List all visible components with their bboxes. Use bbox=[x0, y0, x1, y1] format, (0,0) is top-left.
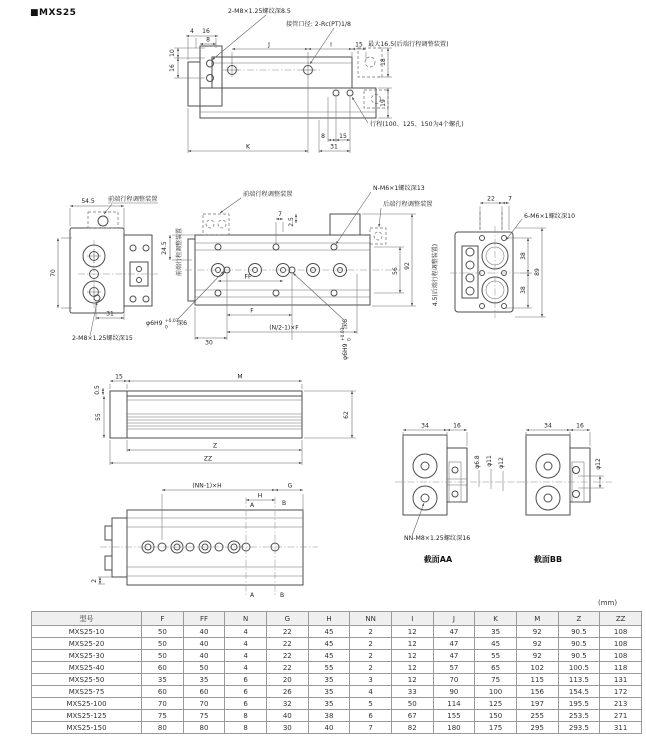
table-row bbox=[32, 698, 642, 710]
dim-cell: 40 bbox=[183, 626, 225, 638]
model-cell: MXS25-125 bbox=[32, 710, 142, 722]
dim-label: F bbox=[250, 307, 254, 315]
column-header: Z bbox=[558, 612, 600, 626]
dim-cell: 40 bbox=[266, 710, 308, 722]
dim-label: 70 bbox=[50, 269, 57, 277]
dim-cell: 75 bbox=[183, 710, 225, 722]
dim-cell: 45 bbox=[308, 638, 350, 650]
dim-cell: 70 bbox=[142, 698, 184, 710]
dim-cell: 4 bbox=[225, 638, 267, 650]
dim-cell: 175 bbox=[475, 722, 517, 734]
dim-cell: 7 bbox=[350, 722, 392, 734]
dim-cell: 2 bbox=[350, 662, 392, 674]
right-end-view-drawing bbox=[431, 196, 575, 319]
dim-cell: 213 bbox=[600, 698, 642, 710]
dim-label: 62 bbox=[343, 411, 350, 419]
dim-cell: 65 bbox=[475, 662, 517, 674]
dim-cell: 60 bbox=[142, 662, 184, 674]
table-row bbox=[32, 662, 642, 674]
dim-label: 19 bbox=[380, 99, 387, 107]
table-row bbox=[32, 722, 642, 734]
dim-label: 15 bbox=[115, 373, 123, 381]
hole-tol-lower: 0 bbox=[347, 338, 353, 341]
dim-label: FF bbox=[244, 273, 252, 281]
column-header: N bbox=[225, 612, 267, 626]
dim-cell: 108 bbox=[600, 638, 642, 650]
note-thread-top: 2-M8×1.25螺纹深8.5 bbox=[228, 8, 291, 15]
column-header: G bbox=[266, 612, 308, 626]
dim-cell: 22 bbox=[266, 650, 308, 662]
dim-cell: 12 bbox=[391, 662, 433, 674]
dim-cell: 102 bbox=[516, 662, 558, 674]
dim-label: 7 bbox=[278, 211, 282, 218]
dim-cell: 35 bbox=[308, 698, 350, 710]
bottom-view-drawing bbox=[91, 483, 318, 600]
model-cell: MXS25-40 bbox=[32, 662, 142, 674]
dim-cell: 92 bbox=[516, 626, 558, 638]
dim-cell: 271 bbox=[600, 710, 642, 722]
dim-label: 4 bbox=[190, 28, 194, 35]
dim-label: 0.5 bbox=[94, 385, 101, 395]
dim-cell: 67 bbox=[391, 710, 433, 722]
table-row bbox=[32, 650, 642, 662]
note-max-stroke-adjuster: 最大16.5(后端行程调整装置) bbox=[368, 41, 449, 48]
dim-cell: 180 bbox=[433, 722, 475, 734]
note-rear-adjuster-offset: 4.5(后端行程调整装置) bbox=[432, 243, 439, 307]
dim-label: K bbox=[246, 143, 250, 151]
dim-cell: 45 bbox=[308, 650, 350, 662]
dim-cell: 50 bbox=[142, 626, 184, 638]
dim-cell: 35 bbox=[183, 674, 225, 686]
section-label-a: A bbox=[249, 592, 255, 599]
dim-cell: 90 bbox=[433, 686, 475, 698]
dim-cell: 22 bbox=[266, 662, 308, 674]
dim-cell: 90.5 bbox=[558, 626, 600, 638]
dim-label: 15 bbox=[339, 133, 347, 140]
dim-cell: 35 bbox=[308, 674, 350, 686]
dim-cell: 100 bbox=[475, 686, 517, 698]
dim-label: H bbox=[257, 492, 263, 500]
dim-cell: 253.5 bbox=[558, 710, 600, 722]
hole-tol-upper: +0.03 bbox=[341, 327, 346, 341]
section-bb-drawing bbox=[518, 423, 612, 565]
dim-cell: 255 bbox=[516, 710, 558, 722]
dim-label: (N/2-1)×F bbox=[269, 324, 299, 332]
note-front-adjuster: 前端行程调整装置 bbox=[108, 196, 158, 203]
dim-cell: 75 bbox=[142, 710, 184, 722]
dim-cell: 40 bbox=[308, 722, 350, 734]
dim-cell: 22 bbox=[266, 638, 308, 650]
dim-cell: 4 bbox=[350, 686, 392, 698]
dim-label: 16 bbox=[453, 422, 461, 430]
dim-cell: 131 bbox=[600, 674, 642, 686]
dim-cell: 30 bbox=[266, 722, 308, 734]
dim-cell: 108 bbox=[600, 650, 642, 662]
plan-view-drawing bbox=[146, 184, 433, 360]
section-label-b: B bbox=[281, 500, 287, 507]
dim-cell: 75 bbox=[475, 674, 517, 686]
table-row bbox=[32, 638, 642, 650]
unit-note: (mm) bbox=[598, 599, 618, 607]
column-header: 型号 bbox=[32, 612, 142, 626]
dim-cell: 26 bbox=[266, 686, 308, 698]
note-thread-section-aa: NN-M8×1.25螺纹深16 bbox=[404, 535, 471, 542]
dim-cell: 33 bbox=[391, 686, 433, 698]
dim-cell: 8 bbox=[225, 710, 267, 722]
section-bb-title: 截面BB bbox=[533, 555, 563, 564]
dim-cell: 4 bbox=[225, 626, 267, 638]
model-cell: MXS25-10 bbox=[32, 626, 142, 638]
note-stroke-holes: 行程(100、125、150为4个螺孔) bbox=[370, 121, 464, 128]
hole-spec-base: φ6H9 bbox=[342, 343, 349, 360]
dim-cell: 6 bbox=[225, 686, 267, 698]
hole-spec-base: φ6H9 bbox=[146, 320, 163, 327]
hole-spec-depth: 深6 bbox=[177, 320, 188, 327]
dim-cell: 60 bbox=[142, 686, 184, 698]
dim-cell: 80 bbox=[142, 722, 184, 734]
dim-cell: 92 bbox=[516, 650, 558, 662]
dim-cell: 6 bbox=[350, 710, 392, 722]
model-cell: MXS25-150 bbox=[32, 722, 142, 734]
dim-cell: 155 bbox=[433, 710, 475, 722]
dim-label: 54.5 bbox=[81, 198, 95, 205]
front-view-drawing bbox=[169, 7, 464, 153]
dim-cell: 92 bbox=[516, 638, 558, 650]
note-port-size: 接管口径: 2-Rc(PT)1/8 bbox=[286, 21, 351, 28]
table-header-row bbox=[32, 612, 642, 626]
dim-cell: 45 bbox=[475, 638, 517, 650]
dim-cell: 197 bbox=[516, 698, 558, 710]
column-header: ZZ bbox=[600, 612, 642, 626]
dim-label: 31 bbox=[106, 310, 114, 318]
dim-label: 8 bbox=[321, 133, 325, 140]
dim-cell: 55 bbox=[475, 650, 517, 662]
column-header: J bbox=[433, 612, 475, 626]
note-rear-adjuster: 后端行程调整装置 bbox=[383, 201, 433, 208]
dowel-hole-note bbox=[146, 271, 224, 331]
column-header: I bbox=[391, 612, 433, 626]
side-view-drawing bbox=[94, 374, 356, 466]
dim-label: 8 bbox=[206, 36, 210, 44]
dim-label: φ11 bbox=[486, 455, 493, 467]
model-cell: MXS25-100 bbox=[32, 698, 142, 710]
dim-cell: 90.5 bbox=[558, 650, 600, 662]
page-title: ■MXS25 bbox=[30, 8, 77, 18]
dim-cell: 70 bbox=[433, 674, 475, 686]
dim-label: 16 bbox=[169, 64, 176, 72]
dim-cell: 150 bbox=[475, 710, 517, 722]
left-end-view-drawing bbox=[50, 195, 158, 342]
dim-cell: 2 bbox=[350, 638, 392, 650]
dim-cell: 12 bbox=[391, 674, 433, 686]
dim-cell: 113.5 bbox=[558, 674, 600, 686]
dim-cell: 108 bbox=[600, 626, 642, 638]
table-row bbox=[32, 710, 642, 722]
dim-cell: 35 bbox=[308, 686, 350, 698]
dim-cell: 40 bbox=[183, 650, 225, 662]
dim-label: J bbox=[268, 41, 270, 49]
dim-cell: 12 bbox=[391, 626, 433, 638]
dim-label: 2 bbox=[91, 579, 98, 583]
dimension-table bbox=[31, 611, 642, 734]
dim-cell: 154.5 bbox=[558, 686, 600, 698]
dim-label: 89 bbox=[534, 268, 541, 276]
note-front-adjuster-plan: 前端行程调整装置 bbox=[243, 191, 293, 198]
dowel-hole-note-rotated bbox=[340, 319, 353, 360]
section-aa-title: 截面AA bbox=[423, 555, 453, 564]
column-header: F bbox=[142, 612, 184, 626]
dim-cell: 47 bbox=[433, 638, 475, 650]
dim-cell: 5 bbox=[350, 698, 392, 710]
dim-cell: 2 bbox=[350, 626, 392, 638]
model-cell: MXS25-30 bbox=[32, 650, 142, 662]
dim-label: 30 bbox=[205, 339, 213, 347]
dim-cell: 40 bbox=[183, 638, 225, 650]
dim-cell: 55 bbox=[308, 662, 350, 674]
dim-cell: 100.5 bbox=[558, 662, 600, 674]
dim-cell: 12 bbox=[391, 650, 433, 662]
dim-label: I bbox=[330, 41, 332, 49]
dim-label: φ6.8 bbox=[474, 455, 481, 469]
note-thread-plan: N-M6×1螺纹深13 bbox=[373, 185, 425, 192]
section-label-b: B bbox=[279, 592, 285, 599]
dim-cell: 125 bbox=[475, 698, 517, 710]
dim-cell: 6 bbox=[225, 674, 267, 686]
dim-cell: 4 bbox=[225, 662, 267, 674]
dim-cell: 70 bbox=[183, 698, 225, 710]
dim-label: 56 bbox=[392, 267, 399, 275]
column-header: H bbox=[308, 612, 350, 626]
note-thread-right: 6-M6×1螺纹深10 bbox=[524, 213, 576, 220]
dim-cell: 172 bbox=[600, 686, 642, 698]
model-cell: MXS25-75 bbox=[32, 686, 142, 698]
dim-cell: 156 bbox=[516, 686, 558, 698]
dim-cell: 12 bbox=[391, 638, 433, 650]
dim-cell: 80 bbox=[183, 722, 225, 734]
column-header: K bbox=[475, 612, 517, 626]
dim-cell: 82 bbox=[391, 722, 433, 734]
dim-cell: 90.5 bbox=[558, 638, 600, 650]
dim-cell: 293.5 bbox=[558, 722, 600, 734]
dim-label: 55 bbox=[95, 413, 102, 421]
dim-label: φ12 bbox=[595, 458, 602, 470]
hole-spec-depth: 深6 bbox=[342, 318, 349, 329]
dim-cell: 47 bbox=[433, 626, 475, 638]
dim-label: 15 bbox=[355, 41, 363, 49]
dim-label: 34 bbox=[544, 422, 552, 430]
dim-label: 92 bbox=[404, 262, 411, 270]
column-header: FF bbox=[183, 612, 225, 626]
dim-label: 7 bbox=[508, 195, 512, 203]
hole-tol-upper: +0.03 bbox=[165, 319, 179, 324]
section-aa-drawing bbox=[395, 423, 520, 565]
dim-label: 24.5 bbox=[161, 241, 168, 255]
dim-cell: 2 bbox=[350, 650, 392, 662]
section-label-a: A bbox=[249, 502, 255, 509]
note-side-adjuster: 前端行程调整装置 bbox=[176, 227, 183, 277]
dim-cell: 57 bbox=[433, 662, 475, 674]
dim-cell: 8 bbox=[225, 722, 267, 734]
dim-cell: 60 bbox=[183, 686, 225, 698]
dim-label: φ12 bbox=[498, 457, 505, 469]
table-row bbox=[32, 686, 642, 698]
dim-label: 18 bbox=[380, 58, 387, 66]
dim-cell: 295 bbox=[516, 722, 558, 734]
dim-label: (NN-1)×H bbox=[192, 482, 222, 490]
dim-cell: 22 bbox=[266, 626, 308, 638]
model-cell: MXS25-50 bbox=[32, 674, 142, 686]
dim-label: 16 bbox=[576, 422, 584, 430]
dim-label: 31 bbox=[330, 143, 338, 151]
dim-cell: 118 bbox=[600, 662, 642, 674]
dim-cell: 50 bbox=[183, 662, 225, 674]
dim-label: 22 bbox=[487, 195, 495, 203]
dim-cell: 114 bbox=[433, 698, 475, 710]
dim-label: 2.5 bbox=[288, 217, 295, 227]
dim-label: Z bbox=[212, 442, 218, 450]
dim-cell: 4 bbox=[225, 650, 267, 662]
dim-cell: 35 bbox=[475, 626, 517, 638]
dim-label: M bbox=[237, 373, 243, 381]
table-row bbox=[32, 674, 642, 686]
dim-cell: 38 bbox=[308, 710, 350, 722]
dim-cell: 6 bbox=[225, 698, 267, 710]
table-row bbox=[32, 626, 642, 638]
model-cell: MXS25-20 bbox=[32, 638, 142, 650]
column-header: NN bbox=[350, 612, 392, 626]
dim-cell: 50 bbox=[142, 638, 184, 650]
dim-label: ZZ bbox=[203, 455, 213, 463]
dim-label: 16 bbox=[202, 28, 210, 35]
dim-label: 38 bbox=[520, 252, 527, 260]
dim-cell: 50 bbox=[142, 650, 184, 662]
dim-cell: 115 bbox=[516, 674, 558, 686]
dim-cell: 195.5 bbox=[558, 698, 600, 710]
dim-cell: 47 bbox=[433, 650, 475, 662]
dim-label: 34 bbox=[421, 422, 429, 430]
dim-cell: 50 bbox=[391, 698, 433, 710]
dim-cell: 35 bbox=[142, 674, 184, 686]
dim-cell: 20 bbox=[266, 674, 308, 686]
dim-label: 10 bbox=[169, 49, 176, 57]
column-header: M bbox=[516, 612, 558, 626]
hole-tol-lower: 0 bbox=[165, 325, 168, 331]
dim-label: 38 bbox=[520, 286, 527, 294]
dim-cell: 3 bbox=[350, 674, 392, 686]
dim-label: G bbox=[287, 482, 293, 490]
dim-cell: 32 bbox=[266, 698, 308, 710]
note-thread-left: 2-M8×1.25螺纹深15 bbox=[72, 335, 133, 342]
dim-cell: 311 bbox=[600, 722, 642, 734]
dim-cell: 45 bbox=[308, 626, 350, 638]
